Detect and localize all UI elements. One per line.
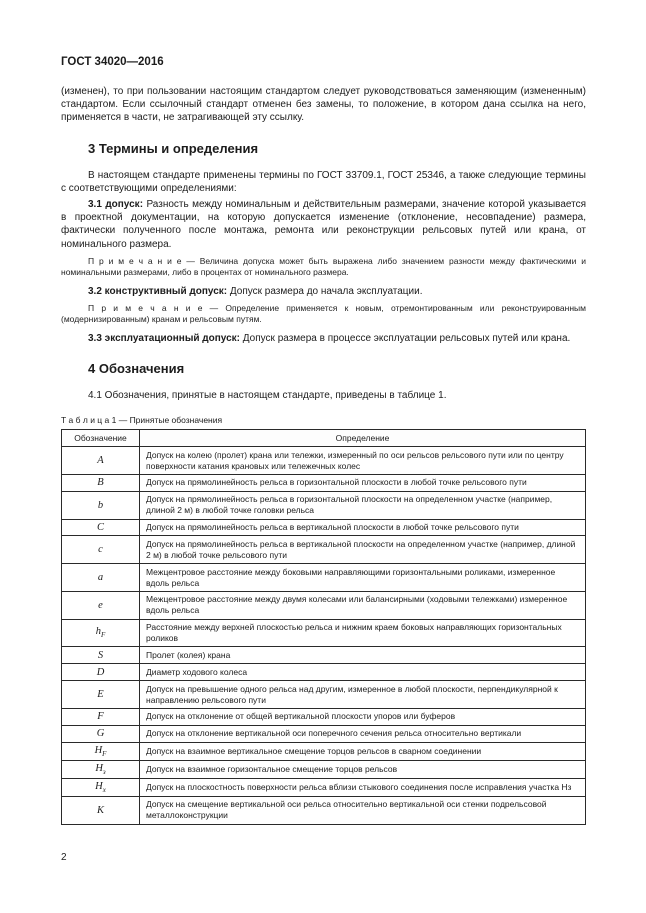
symbol-cell: $H_з$ — [62, 760, 140, 778]
table-row — [62, 536, 586, 564]
definition-cell: Допуск на прямолинейность рельса в горизонтальной плоскости на определенном участке (например, длиной 2 м) в любой точке головки рельса — [140, 491, 586, 519]
table-row — [62, 564, 586, 592]
column-header-definition: Определение — [140, 430, 586, 447]
table-row — [62, 447, 586, 475]
definition-cell: Допуск на отклонение от общей вертикальной плоскости упоров или буферов — [140, 708, 586, 725]
table-row — [62, 519, 586, 536]
definition-cell: Допуск на взаимное вертикальное смещение торцов рельсов в сварном соединении — [140, 742, 586, 760]
definition-cell: Допуск на прямолинейность рельса в вертикальной плоскости в любой точке рельсового пути — [140, 519, 586, 536]
symbol-cell: $H_F$ — [62, 742, 140, 760]
note-3-1: П р и м е ч а н и е — Величина допуска может быть выражена либо значением разности между фактическими и номинальными размерами, либо в процентах от номинального размера. — [61, 255, 586, 278]
section-3-title: 3 Термины и определения — [88, 140, 259, 156]
symbol-cell: G — [62, 725, 140, 742]
symbol-cell: a — [62, 564, 140, 592]
symbol-cell: $h_F$ — [62, 619, 140, 647]
definition-cell: Межцентровое расстояние между боковыми направляющими горизонтальными роликами, измеренное вдоль рельса — [140, 564, 586, 592]
intro-paragraph: (изменен), то при пользовании настоящим стандартом следует руководствоваться заменяющим (измененным) стандартом. Если ссылочный стандарт отменен без замены, то положение, в котором дана ссылка на него, применяется в части, не затрагивающей эту ссылку. — [61, 86, 586, 124]
table-row — [62, 591, 586, 619]
term-3-1-label: 3.1 допуск: — [88, 198, 144, 210]
definition-cell: Допуск на колею (пролет) крана или тележки, измеренный по оси рельсов рельсового пути или по центру поверхности катания крановых или тележечных колес — [140, 447, 586, 475]
table-caption: Т а б л и ц а 1 — Принятые обозначения — [61, 415, 223, 426]
doc-number: ГОСТ 34020—2016 — [61, 56, 164, 68]
table-row — [62, 647, 586, 664]
term-3-1-text: Разность между номинальным и действительным размерами, значение которой указывается в проектной документации, на которую допускается изменение (отклонение, несовпадение) размера, фактически полученного после монтажа, ремонта или реконструкции рельсовых путей или крана, от номинального размера. — [61, 198, 587, 250]
symbol-cell: A — [62, 447, 140, 475]
definition-cell: Диаметр ходового колеса — [140, 664, 586, 681]
page-number: 2 — [61, 852, 67, 863]
symbol-cell: $H_х$ — [62, 778, 140, 796]
table-row — [62, 474, 586, 491]
definition-cell: Допуск на взаимное горизонтальное смещение торцов рельсов — [140, 760, 586, 778]
symbol-cell: F — [62, 708, 140, 725]
section-4-intro: 4.1 Обозначения, принятые в настоящем стандарте, приведены в таблице 1. — [88, 389, 447, 401]
table-row — [62, 681, 586, 709]
symbol-cell: B — [62, 474, 140, 491]
term-3-3 — [61, 332, 586, 345]
symbol-cell: K — [62, 796, 140, 824]
term-3-3-text: Допуск размера в процессе эксплуатации рельсовых путей или крана. — [242, 332, 571, 344]
symbol-cell: e — [62, 591, 140, 619]
definition-cell: Допуск на отклонение вертикальной оси поперечного сечения рельса относительно вертикали — [140, 725, 586, 742]
term-3-2-label: 3.2 конструктивный допуск: — [88, 285, 228, 297]
table-row — [62, 664, 586, 681]
symbol-cell: b — [62, 491, 140, 519]
table-header-row — [62, 430, 586, 447]
table-row — [62, 708, 586, 725]
symbol-cell: c — [62, 536, 140, 564]
definition-cell: Допуск на превышение одного рельса над другим, измеренное в любой плоскости, перпендикулярной к направлению рельсового пути — [140, 681, 586, 709]
symbol-cell: D — [62, 664, 140, 681]
section-4-title: 4 Обозначения — [88, 360, 185, 376]
definition-cell: Допуск на плоскостность поверхности рельса вблизи стыкового соединения после исправления участка Hз — [140, 778, 586, 796]
table-row — [62, 491, 586, 519]
definition-cell: Пролет (колея) крана — [140, 647, 586, 664]
table-row — [62, 725, 586, 742]
section-3-intro: В настоящем стандарте применены термины по ГОСТ 33709.1, ГОСТ 25346, а также следующие термины с соответствующими определениями: — [61, 169, 586, 194]
symbol-cell: S — [62, 647, 140, 664]
term-3-2-text: Допуск размера до начала эксплуатации. — [229, 285, 423, 297]
table-row — [62, 742, 586, 760]
definition-cell: Расстояние между верхней плоскостью рельса и нижним краем боковых направляющих горизонтальных роликов — [140, 619, 586, 647]
term-3-2 — [61, 285, 586, 298]
definition-cell: Допуск на прямолинейность рельса в горизонтальной плоскости в любой точке рельсового пути — [140, 474, 586, 491]
table-row — [62, 619, 586, 647]
table-row — [62, 778, 586, 796]
symbols-table — [61, 429, 586, 825]
symbol-cell: C — [62, 519, 140, 536]
column-header-symbol: Обозначение — [62, 430, 140, 447]
definition-cell: Межцентровое расстояние между двумя колесами или балансирными (ходовыми тележками) измеренное вдоль рельса — [140, 591, 586, 619]
definition-cell: Допуск на прямолинейность рельса в вертикальной плоскости на определенном участке (например, длиной 2 м) в любой точке рельсового пути — [140, 536, 586, 564]
table-row — [62, 796, 586, 824]
term-3-3-label: 3.3 эксплуатационный допуск: — [88, 332, 241, 344]
symbol-cell: E — [62, 681, 140, 709]
definition-cell: Допуск на смещение вертикальной оси рельса относительно вертикальной оси стенки подрельсовой металлоконструкции — [140, 796, 586, 824]
note-3-2: П р и м е ч а н и е — Определение применяется к новым, отремонтированным или реконструированным (модернизированным) кранам и рельсовым путям. — [61, 302, 586, 325]
term-3-1 — [61, 198, 586, 251]
table-row — [62, 760, 586, 778]
symbols-table-body — [62, 447, 586, 825]
